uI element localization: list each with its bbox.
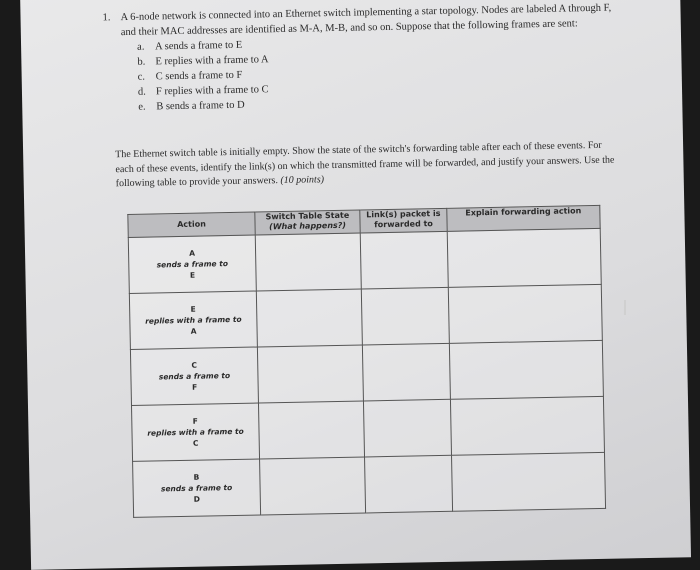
- instructions-paragraph: The Ethernet switch table is initially empty. Show the state of the switch's forwarding table after each of these events. For each of these events, identify the link(s) on which the transmitted frame will be forwarded, and justify your answers. Use the following table to provide your answers. (10 points): [115, 139, 615, 190]
- answer-cell-state[interactable]: [256, 289, 362, 347]
- action-cell: E replies with a frame to A: [129, 291, 257, 349]
- answer-cell-explain[interactable]: [452, 452, 606, 511]
- worksheet-page: [20, 0, 691, 570]
- question-block: [102, 0, 622, 115]
- text-cursor-icon: I: [622, 296, 628, 320]
- table-row: [131, 396, 604, 461]
- action-cell: A sends a frame to E: [128, 235, 256, 293]
- answer-cell-explain[interactable]: [450, 396, 604, 455]
- event-item: c. C sends a frame to F: [137, 69, 243, 83]
- points-label: (10 points): [280, 174, 325, 187]
- header-links-forwarded: Link(s) packet is forwarded to: [360, 208, 447, 233]
- answer-cell-links[interactable]: [362, 343, 450, 401]
- action-cell: B sends a frame to D: [133, 459, 261, 517]
- event-list: [121, 30, 622, 115]
- table-row: [133, 452, 606, 517]
- answer-cell-links[interactable]: [360, 231, 448, 289]
- answer-cell-state[interactable]: [255, 233, 361, 291]
- answer-cell-explain[interactable]: [449, 340, 603, 399]
- answer-cell-state[interactable]: [260, 457, 366, 515]
- event-item: a. A sends a frame to E: [137, 39, 243, 53]
- event-item: b. E replies with a frame to A: [137, 54, 269, 68]
- answer-cell-links[interactable]: [363, 399, 451, 457]
- question-intro: A 6-node network is connected into an Ethernet switch implementing a star topology. Nodes are labeled A through F, and their MAC addresses are identified as M-A, M-B, and so on. Suppose that the following frames are sent:: [120, 2, 612, 39]
- event-item: e. B sends a frame to D: [138, 99, 245, 113]
- table-row: [130, 340, 603, 405]
- answer-table: [127, 205, 606, 518]
- table-row: [128, 228, 601, 293]
- answer-cell-state[interactable]: [258, 401, 364, 459]
- action-cell: F replies with a frame to C: [131, 403, 259, 461]
- event-item: d. F replies with a frame to C: [137, 84, 269, 98]
- table-row: [129, 284, 602, 349]
- answer-cell-state[interactable]: [257, 345, 363, 403]
- header-action: Action: [128, 212, 255, 237]
- answer-cell-explain[interactable]: [448, 284, 602, 343]
- answer-cell-explain[interactable]: [447, 228, 601, 287]
- answer-cell-links[interactable]: [361, 287, 449, 345]
- action-cell: C sends a frame to F: [130, 347, 258, 405]
- header-explain-forwarding: Explain forwarding action: [447, 205, 600, 231]
- header-switch-table-state: Switch Table State (What happens?): [255, 210, 360, 235]
- answer-cell-links[interactable]: [365, 455, 453, 513]
- question-number: 1.: [102, 12, 111, 24]
